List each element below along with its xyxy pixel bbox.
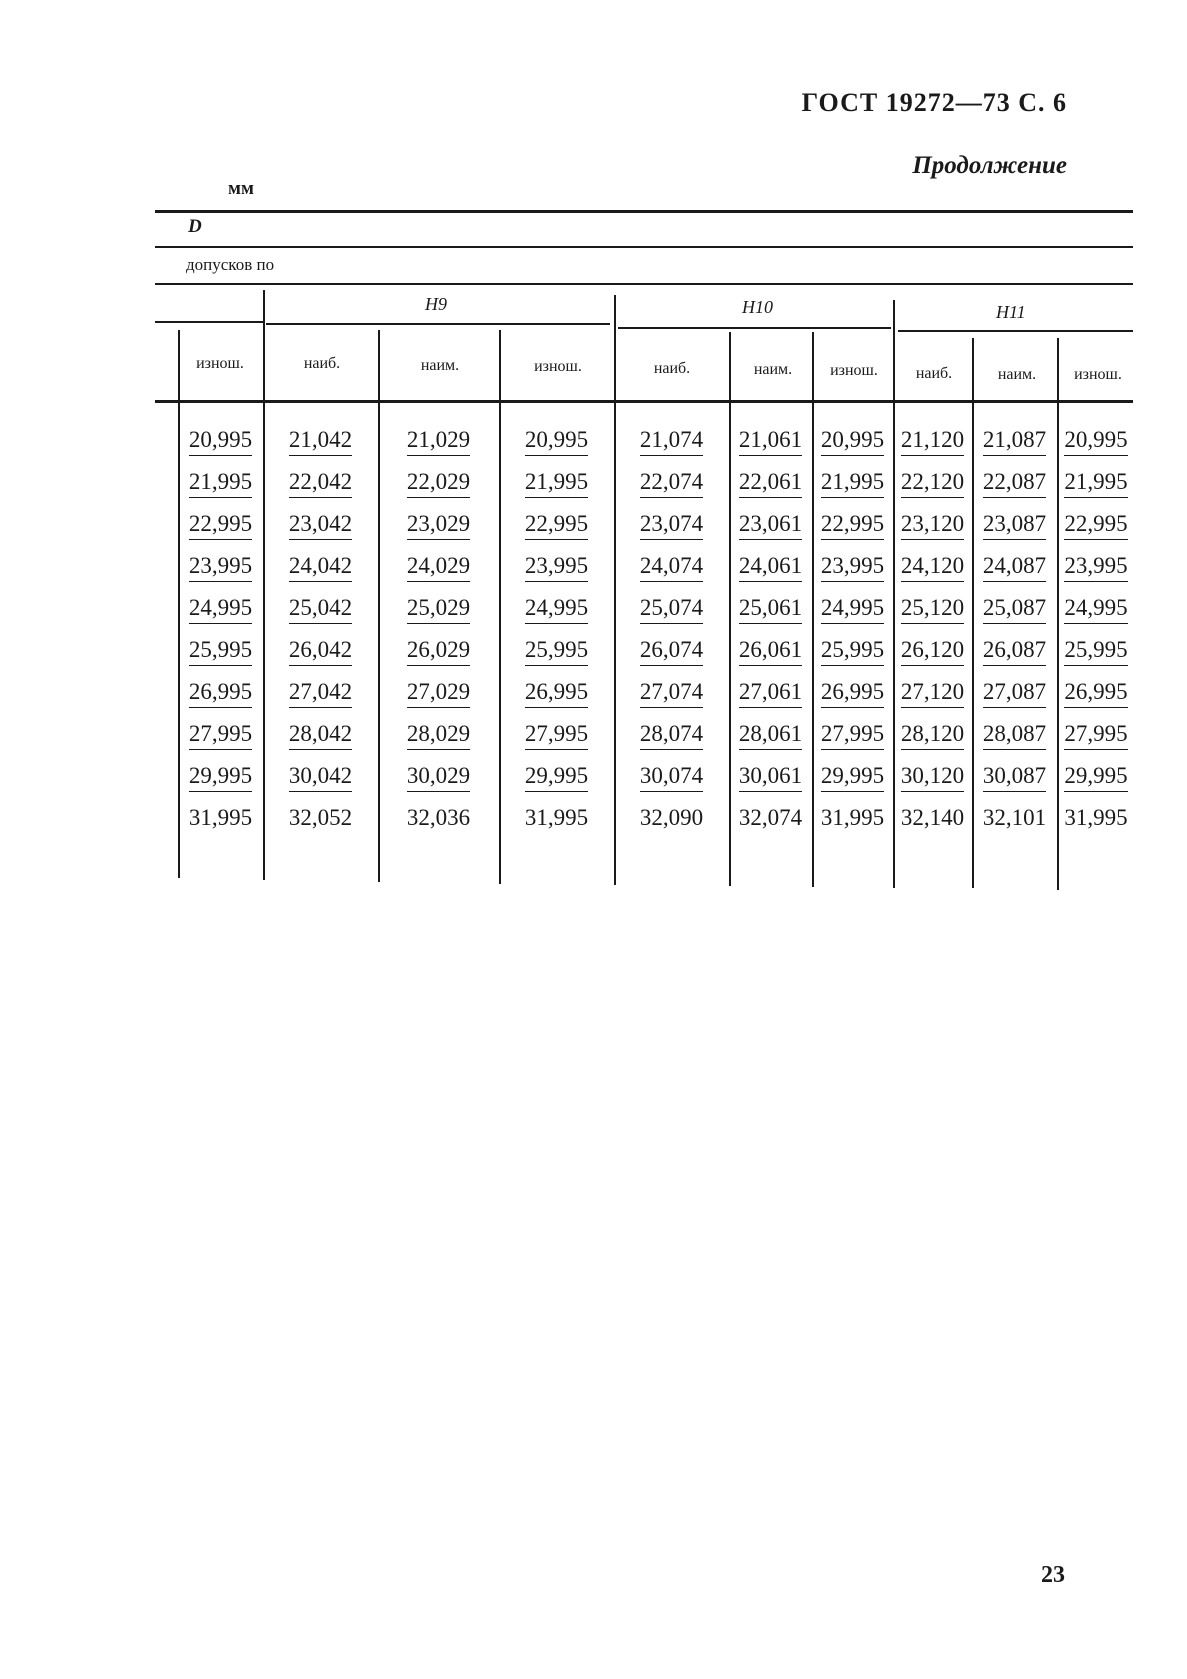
cell-value: 24,087 [983, 553, 1046, 582]
table-cell [263, 798, 378, 840]
table-cell [378, 756, 499, 798]
cell-value: 23,042 [289, 511, 352, 540]
cell-value: 27,995 [189, 721, 252, 750]
group-label-h11: H11 [996, 302, 1026, 322]
table-cell [263, 672, 378, 714]
table-cell [263, 714, 378, 756]
table-cell [263, 546, 378, 588]
cell-value: 25,042 [289, 595, 352, 624]
group-label-h10: H10 [742, 297, 773, 317]
cell-value: 23,995 [525, 553, 588, 582]
table-cell [614, 672, 729, 714]
table-cell [614, 798, 729, 840]
table-cell [263, 504, 378, 546]
cell-value: 23,995 [821, 553, 884, 582]
cell-value: 32,101 [982, 805, 1047, 830]
cell-value: 30,087 [983, 763, 1046, 792]
table-cell [178, 672, 263, 714]
cell-value: 23,120 [901, 511, 964, 540]
cell-value: 29,995 [525, 763, 588, 792]
table-cell [499, 756, 614, 798]
col-head-3: изнош. [534, 358, 582, 375]
cell-value: 31,995 [1064, 805, 1128, 830]
cell-value: 25,995 [821, 637, 884, 666]
cell-value: 26,042 [289, 637, 352, 666]
table-cell [178, 546, 263, 588]
table-cell [729, 588, 812, 630]
table-cell [972, 420, 1057, 462]
cell-value: 21,087 [983, 427, 1046, 456]
cell-value: 22,995 [821, 511, 884, 540]
table-cell [893, 630, 972, 672]
table-cell [378, 462, 499, 504]
table-cell [499, 462, 614, 504]
table-cell [263, 630, 378, 672]
table-cell [614, 630, 729, 672]
table-cell [893, 462, 972, 504]
cell-value: 32,140 [900, 805, 965, 830]
cell-value: 23,074 [640, 511, 703, 540]
col-head-0: изнош. [196, 355, 244, 372]
cell-value: 31,995 [188, 805, 253, 830]
cell-value: 26,120 [901, 637, 964, 666]
col-head-5: наим. [753, 361, 793, 378]
cell-value: 26,995 [821, 679, 884, 708]
cell-value: 26,995 [525, 679, 588, 708]
cell-value: 22,061 [739, 469, 802, 498]
cell-value: 26,995 [189, 679, 252, 708]
cell-value: 24,995 [1064, 595, 1127, 624]
cell-value: 28,120 [901, 721, 964, 750]
cell-value: 27,074 [640, 679, 703, 708]
table-cell [972, 546, 1057, 588]
table-row [178, 504, 1135, 546]
table-cell [729, 756, 812, 798]
cell-value: 32,036 [406, 805, 471, 830]
cell-value: 25,061 [739, 595, 802, 624]
cell-value: 26,087 [983, 637, 1046, 666]
cell-value: 26,061 [739, 637, 802, 666]
cell-value: 24,074 [640, 553, 703, 582]
cell-value: 28,029 [407, 721, 470, 750]
cell-value: 24,061 [739, 553, 802, 582]
tolerance-label: допусков по [186, 255, 275, 274]
table-row [178, 756, 1135, 798]
table-cell [378, 672, 499, 714]
table-cell [812, 462, 893, 504]
cell-value: 26,029 [407, 637, 470, 666]
cell-value: 21,995 [1064, 469, 1127, 498]
cell-value: 30,061 [739, 763, 802, 792]
table-row [178, 714, 1135, 756]
cell-value: 27,995 [821, 721, 884, 750]
cell-value: 21,061 [739, 427, 802, 456]
cell-value: 23,061 [739, 511, 802, 540]
table-cell [263, 756, 378, 798]
table-cell [378, 504, 499, 546]
cell-value: 22,074 [640, 469, 703, 498]
table-cell [178, 504, 263, 546]
table-row [178, 588, 1135, 630]
cell-value: 22,087 [983, 469, 1046, 498]
cell-value: 30,029 [407, 763, 470, 792]
table-cell [812, 672, 893, 714]
table-cell [729, 420, 812, 462]
rule-header-bottom [155, 400, 1133, 403]
table-cell [893, 672, 972, 714]
table-cell [729, 546, 812, 588]
cell-value: 30,120 [901, 763, 964, 792]
cell-value: 20,995 [1064, 427, 1127, 456]
dimension-table [178, 420, 1135, 840]
table-cell [1057, 756, 1135, 798]
table-cell [972, 504, 1057, 546]
table-cell [812, 588, 893, 630]
rule-h11 [898, 330, 1133, 332]
table-cell [378, 588, 499, 630]
table-cell [178, 630, 263, 672]
cell-value: 28,061 [739, 721, 802, 750]
table-cell [499, 504, 614, 546]
cell-value: 23,029 [407, 511, 470, 540]
rule-tolerance [155, 283, 1133, 285]
cell-value: 22,042 [289, 469, 352, 498]
header-standard: ГОСТ 19272—73 С. 6 [801, 88, 1067, 117]
table-cell [178, 462, 263, 504]
table-cell [972, 672, 1057, 714]
table-cell [812, 504, 893, 546]
unit-label: мм [228, 178, 254, 199]
cell-value: 23,087 [983, 511, 1046, 540]
table-cell [1057, 798, 1135, 840]
table-cell [812, 546, 893, 588]
table-cell [729, 504, 812, 546]
table-cell [812, 630, 893, 672]
cell-value: 25,120 [901, 595, 964, 624]
cell-value: 22,995 [1064, 511, 1127, 540]
continued-label: Продолжение [912, 152, 1067, 179]
table-cell [1057, 546, 1135, 588]
table-cell [729, 672, 812, 714]
table-cell [1057, 588, 1135, 630]
table-row [178, 672, 1135, 714]
cell-value: 28,042 [289, 721, 352, 750]
table-cell [614, 756, 729, 798]
table-cell [178, 588, 263, 630]
d-label: D [188, 216, 202, 237]
table-cell [614, 714, 729, 756]
group-label-h9: H9 [425, 294, 447, 314]
cell-value: 32,074 [738, 805, 803, 830]
table-cell [812, 798, 893, 840]
cell-value: 24,042 [289, 553, 352, 582]
table-cell [499, 420, 614, 462]
table-cell [893, 420, 972, 462]
cell-value: 29,995 [821, 763, 884, 792]
cell-value: 24,995 [821, 595, 884, 624]
cell-value: 22,995 [189, 511, 252, 540]
rule-h10 [618, 327, 891, 329]
table-cell [812, 714, 893, 756]
rule-d [155, 246, 1133, 248]
cell-value: 20,995 [821, 427, 884, 456]
cell-value: 24,120 [901, 553, 964, 582]
cell-value: 21,995 [821, 469, 884, 498]
cell-value: 31,995 [524, 805, 589, 830]
table-cell [729, 462, 812, 504]
table-cell [499, 672, 614, 714]
cell-value: 24,995 [189, 595, 252, 624]
col-head-6: изнош. [830, 362, 878, 379]
table-cell [972, 756, 1057, 798]
table-cell [972, 588, 1057, 630]
rule-top [155, 210, 1133, 213]
table-cell [729, 798, 812, 840]
table-cell [972, 630, 1057, 672]
rule-h9 [266, 323, 610, 325]
table-row [178, 798, 1135, 840]
table-row [178, 546, 1135, 588]
cell-value: 25,074 [640, 595, 703, 624]
table-cell [178, 420, 263, 462]
cell-value: 21,120 [901, 427, 964, 456]
cell-value: 20,995 [189, 427, 252, 456]
table-cell [812, 420, 893, 462]
table-cell [378, 546, 499, 588]
table-cell [178, 756, 263, 798]
cell-value: 32,090 [639, 805, 704, 830]
table-cell [1057, 504, 1135, 546]
cell-value: 28,074 [640, 721, 703, 750]
col-head-4: наиб. [653, 360, 691, 377]
table-cell [893, 798, 972, 840]
table-row [178, 630, 1135, 672]
col-head-9: изнош. [1074, 366, 1122, 383]
table-cell [499, 588, 614, 630]
cell-value: 29,995 [1064, 763, 1127, 792]
table-cell [499, 714, 614, 756]
table-cell [1057, 420, 1135, 462]
table-cell [729, 714, 812, 756]
table-cell [263, 420, 378, 462]
cell-value: 25,995 [1064, 637, 1127, 666]
table-cell [178, 798, 263, 840]
table-row [178, 462, 1135, 504]
table-cell [1057, 462, 1135, 504]
col-head-2: наим. [420, 357, 460, 374]
cell-value: 29,995 [189, 763, 252, 792]
cell-value: 32,052 [288, 805, 353, 830]
cell-value: 21,995 [189, 469, 252, 498]
cell-value: 27,995 [1064, 721, 1127, 750]
table-cell [893, 504, 972, 546]
cell-value: 22,029 [407, 469, 470, 498]
cell-value: 27,042 [289, 679, 352, 708]
table-cell [893, 714, 972, 756]
table-cell [812, 756, 893, 798]
table-cell [1057, 630, 1135, 672]
cell-value: 22,995 [525, 511, 588, 540]
col-head-7: наиб. [915, 365, 953, 382]
table-cell [378, 630, 499, 672]
table-cell [1057, 714, 1135, 756]
rule-left-stub [155, 321, 263, 323]
cell-value: 23,995 [1064, 553, 1127, 582]
table-cell [893, 546, 972, 588]
cell-value: 27,995 [525, 721, 588, 750]
table-cell [893, 756, 972, 798]
page-number: 23 [1041, 1562, 1065, 1588]
col-head-1: наиб. [303, 355, 341, 372]
table-cell [499, 630, 614, 672]
table-cell [972, 714, 1057, 756]
table-cell [614, 588, 729, 630]
table-cell [614, 546, 729, 588]
cell-value: 30,074 [640, 763, 703, 792]
table-cell [729, 630, 812, 672]
table-cell [263, 462, 378, 504]
table-cell [893, 588, 972, 630]
table-cell [614, 420, 729, 462]
col-head-8: наим. [997, 366, 1037, 383]
table-cell [178, 714, 263, 756]
cell-value: 21,995 [525, 469, 588, 498]
cell-value: 25,995 [525, 637, 588, 666]
cell-value: 28,087 [983, 721, 1046, 750]
table-cell [378, 714, 499, 756]
cell-value: 24,029 [407, 553, 470, 582]
table-row [178, 420, 1135, 462]
cell-value: 25,995 [189, 637, 252, 666]
table-cell [1057, 672, 1135, 714]
cell-value: 27,061 [739, 679, 802, 708]
cell-value: 25,029 [407, 595, 470, 624]
table-cell [263, 588, 378, 630]
table-cell [499, 798, 614, 840]
cell-value: 21,042 [289, 427, 352, 456]
table-cell [499, 546, 614, 588]
cell-value: 27,029 [407, 679, 470, 708]
cell-value: 22,120 [901, 469, 964, 498]
cell-value: 21,074 [640, 427, 703, 456]
table-cell [378, 420, 499, 462]
cell-value: 27,087 [983, 679, 1046, 708]
table-cell [614, 504, 729, 546]
table-cell [614, 462, 729, 504]
table-cell [378, 798, 499, 840]
cell-value: 30,042 [289, 763, 352, 792]
cell-value: 31,995 [820, 805, 885, 830]
cell-value: 23,995 [189, 553, 252, 582]
cell-value: 26,074 [640, 637, 703, 666]
table-cell [972, 798, 1057, 840]
cell-value: 24,995 [525, 595, 588, 624]
cell-value: 20,995 [525, 427, 588, 456]
cell-value: 27,120 [901, 679, 964, 708]
table-cell [972, 462, 1057, 504]
cell-value: 26,995 [1064, 679, 1127, 708]
cell-value: 25,087 [983, 595, 1046, 624]
cell-value: 21,029 [407, 427, 470, 456]
